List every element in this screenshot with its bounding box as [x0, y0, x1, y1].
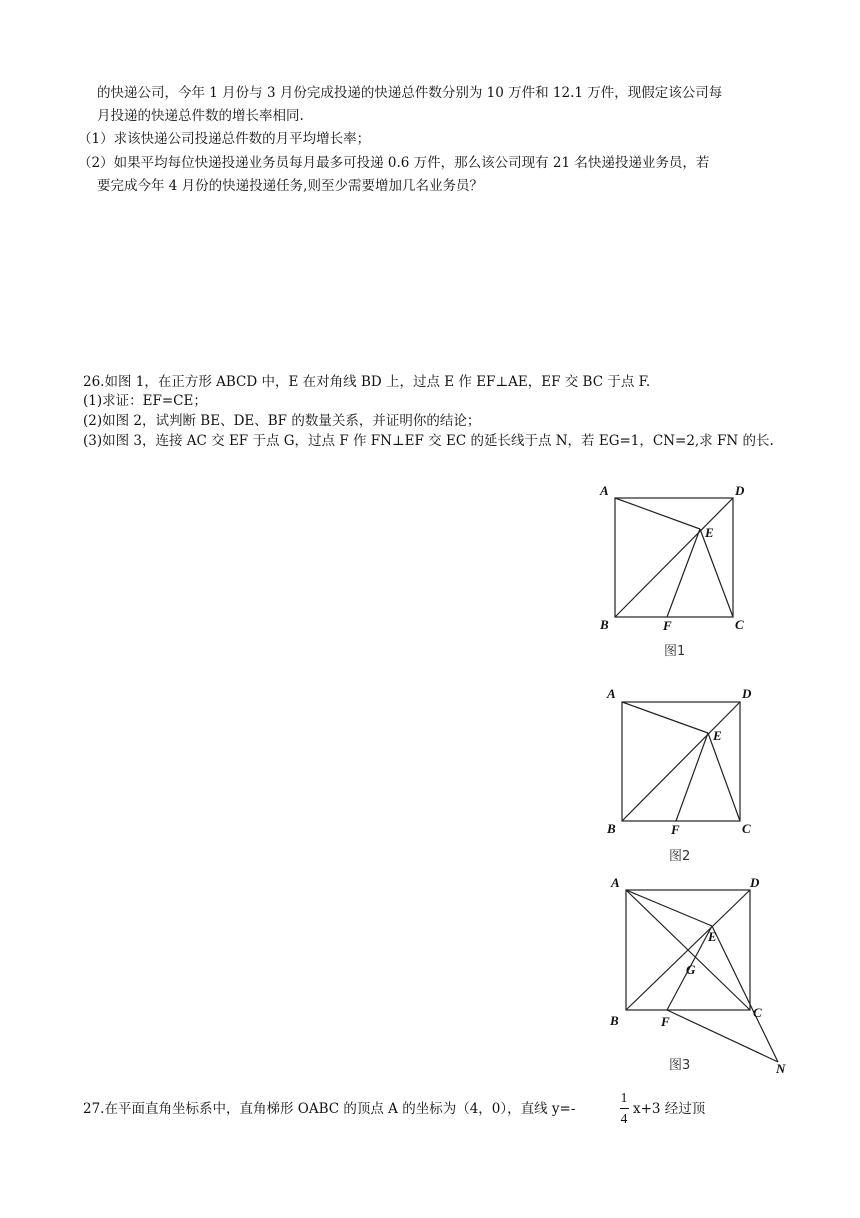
q27-frac-numerator: 1 [620, 1090, 628, 1105]
fig2-label-A: A [607, 686, 616, 701]
fig2-label-B: B [607, 821, 616, 836]
q25-part2b: 要完成今年 4 月份的快递投递任务,则至少需要增加几名业务员？ [97, 178, 483, 194]
fig1-label-C: C [735, 617, 744, 632]
fig3-label-N: N [776, 1061, 786, 1076]
figure-1 [590, 478, 760, 638]
fig2-label-C: C [742, 821, 751, 836]
fig3-label-B: B [610, 1013, 619, 1028]
fig1-label-F: F [663, 618, 672, 633]
fig3-label-C: C [753, 1005, 762, 1020]
fig2-label-D: D [742, 686, 752, 701]
q26-stem: 26.如图 1，在正方形 ABCD 中，E 在对角线 BD 上，过点 E 作 EF⊥AE，EF 交 BC 于点 F. [83, 374, 651, 390]
q27-frac-bar [620, 1108, 629, 1109]
q25-line1: 的快递公司，今年 1 月份与 3 月份完成投递的快递总件数分别为 10 万件和 12.1 万件，现假定该公司每 [97, 85, 723, 101]
fig3-label-D: D [750, 875, 760, 890]
fig2-label-F: F [671, 822, 680, 837]
fig1-label-A: A [600, 483, 609, 498]
figure-2 [598, 682, 768, 842]
q25-line2: 月投递的快递总件数的增长率相同. [97, 108, 304, 124]
figure-3 [600, 872, 800, 1082]
fig3-label-F: F [661, 1014, 670, 1029]
fig3-caption: 图3 [669, 1058, 691, 1073]
q26-part2: (2)如图 2，试判断 BE、DE、BF 的数量关系，并证明你的结论； [83, 413, 481, 429]
q25-part1: （1）求该快递公司投递总件数的月平均增长率； [78, 131, 371, 147]
q25-part2a: （2）如果平均每位快递投递业务员每月最多可投递 0.6 万件，那么该公司现有 21 名快递投递业务员，若 [78, 155, 710, 171]
fig1-label-B: B [600, 617, 609, 632]
fig3-label-E: E [708, 929, 717, 944]
q27-prefix: 27.在平面直角坐标系中，直角梯形 OABC 的顶点 A 的坐标为（4，0），直线 y=- [83, 1101, 576, 1117]
fig1-label-E: E [705, 525, 714, 540]
q27-frac-denominator: 4 [620, 1111, 628, 1126]
q26-part3: (3)如图 3，连接 AC 交 EF 于点 G，过点 F 作 FN⊥EF 交 EC 的延长线于点 N，若 EG=1，CN=2,求 FN 的长. [83, 433, 774, 449]
fig1-caption: 图1 [664, 644, 686, 659]
fig3-label-G: G [686, 962, 696, 977]
q26-part1: (1)求证：EF=CE； [83, 393, 207, 409]
fig2-caption: 图2 [669, 849, 691, 864]
fig3-label-A: A [611, 875, 620, 890]
fig2-label-E: E [713, 728, 722, 743]
fig1-label-D: D [735, 483, 745, 498]
q27-suffix: x+3 经过顶 [633, 1101, 706, 1117]
